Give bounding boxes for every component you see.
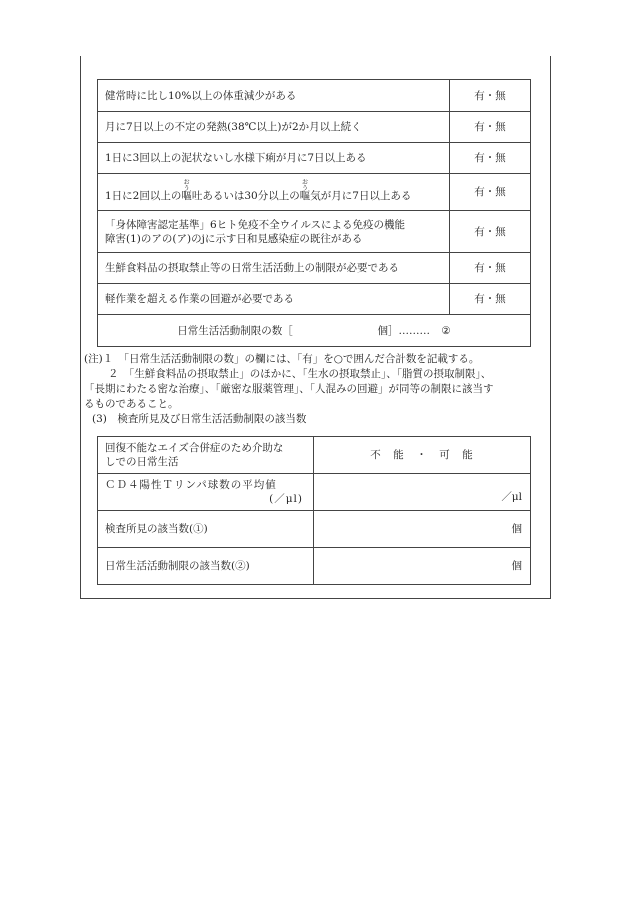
ability-choice[interactable]: 不 能 ・ 可 能 (314, 437, 531, 474)
table-row (98, 474, 531, 511)
section-heading: (3) 検査所見及び日常生活活動制限の該当数 (92, 413, 307, 425)
table-row (98, 284, 531, 315)
total-suffix: 個］……… (377, 324, 430, 337)
yes-no-choice[interactable]: 有・無 (450, 284, 531, 315)
row-label: 1日に3回以上の泥状ないし水様下痢が月に7日以上ある (98, 143, 450, 174)
notes-block (84, 352, 549, 427)
row-label: 「身体障害認定基準」6ヒト免疫不全ウイルスによる免疫の機能 障害(1)のアの(ア)のjに示す日和見感染症の既往がある (98, 211, 450, 253)
yes-no-choice[interactable]: 有・無 (450, 253, 531, 284)
table-row (98, 112, 531, 143)
restriction-count-input[interactable] (314, 548, 531, 585)
row-label: 月に7日以上の不定の発熱(38℃以上)が2か月以上続く (98, 112, 450, 143)
unit-label: ／μl (501, 491, 522, 503)
total-label: 日常生活活動制限の数［ (177, 324, 293, 337)
note-2-continued: 「長期にわたる密な治療」、「厳密な服薬管理」、「人混みの回避」が同等の制限に該当す (84, 383, 494, 395)
row-label: 生鮮食料品の摂取禁止等の日常生活活動上の制限が必要である (98, 253, 450, 284)
yes-no-choice[interactable]: 有・無 (450, 143, 531, 174)
table-row (98, 143, 531, 174)
note-1: (注)１ 「日常生活活動制限の数」の欄には、「有」を○で囲んだ合計数を記載する。 (84, 353, 480, 365)
table-row (98, 253, 531, 284)
row-label: 検査所見の該当数(①) (98, 511, 314, 548)
row-label: 1日に2回以上の嘔 おう 吐あるいは30分以上の嘔 おう 気が月に7日以上ある (98, 174, 450, 211)
findings-count-input[interactable] (314, 511, 531, 548)
row-label: 健常時に比し10%以上の体重減少がある (98, 80, 450, 112)
cd4-count-input[interactable] (314, 474, 531, 511)
table-row (98, 511, 531, 548)
row-label: 日常生活活動制限の該当数(②) (98, 548, 314, 585)
yes-no-choice[interactable]: 有・無 (450, 211, 531, 253)
row-label: 軽作業を超える作業の回避が必要である (98, 284, 450, 315)
note-2-continued: るものであること。 (84, 398, 179, 410)
table-row (98, 211, 531, 253)
yes-no-choice[interactable]: 有・無 (450, 112, 531, 143)
row-label: 回復不能なエイズ合併症のため介助な しでの日常生活 (98, 437, 314, 474)
table-row (98, 437, 531, 474)
yes-no-choice[interactable]: 有・無 (450, 80, 531, 112)
total-cell (98, 315, 531, 347)
unit-label: 個 (511, 523, 522, 535)
unit-label: 個 (511, 560, 522, 572)
row-label: ＣＤ４陽性Ｔリンパ球数の平均値 (／μl) (98, 474, 314, 511)
table-row (98, 174, 531, 211)
total-row (98, 315, 531, 347)
note-2: ２ 「生鮮食料品の摂取禁止」のほかに、「生水の摂取禁止」、「脂質の摂取制限」、 (108, 368, 492, 380)
table-row (98, 80, 531, 112)
yes-no-choice[interactable]: 有・無 (450, 174, 531, 211)
findings-table (97, 436, 531, 585)
restriction-table (97, 79, 531, 347)
total-mark: ② (441, 324, 451, 337)
table-row (98, 548, 531, 585)
